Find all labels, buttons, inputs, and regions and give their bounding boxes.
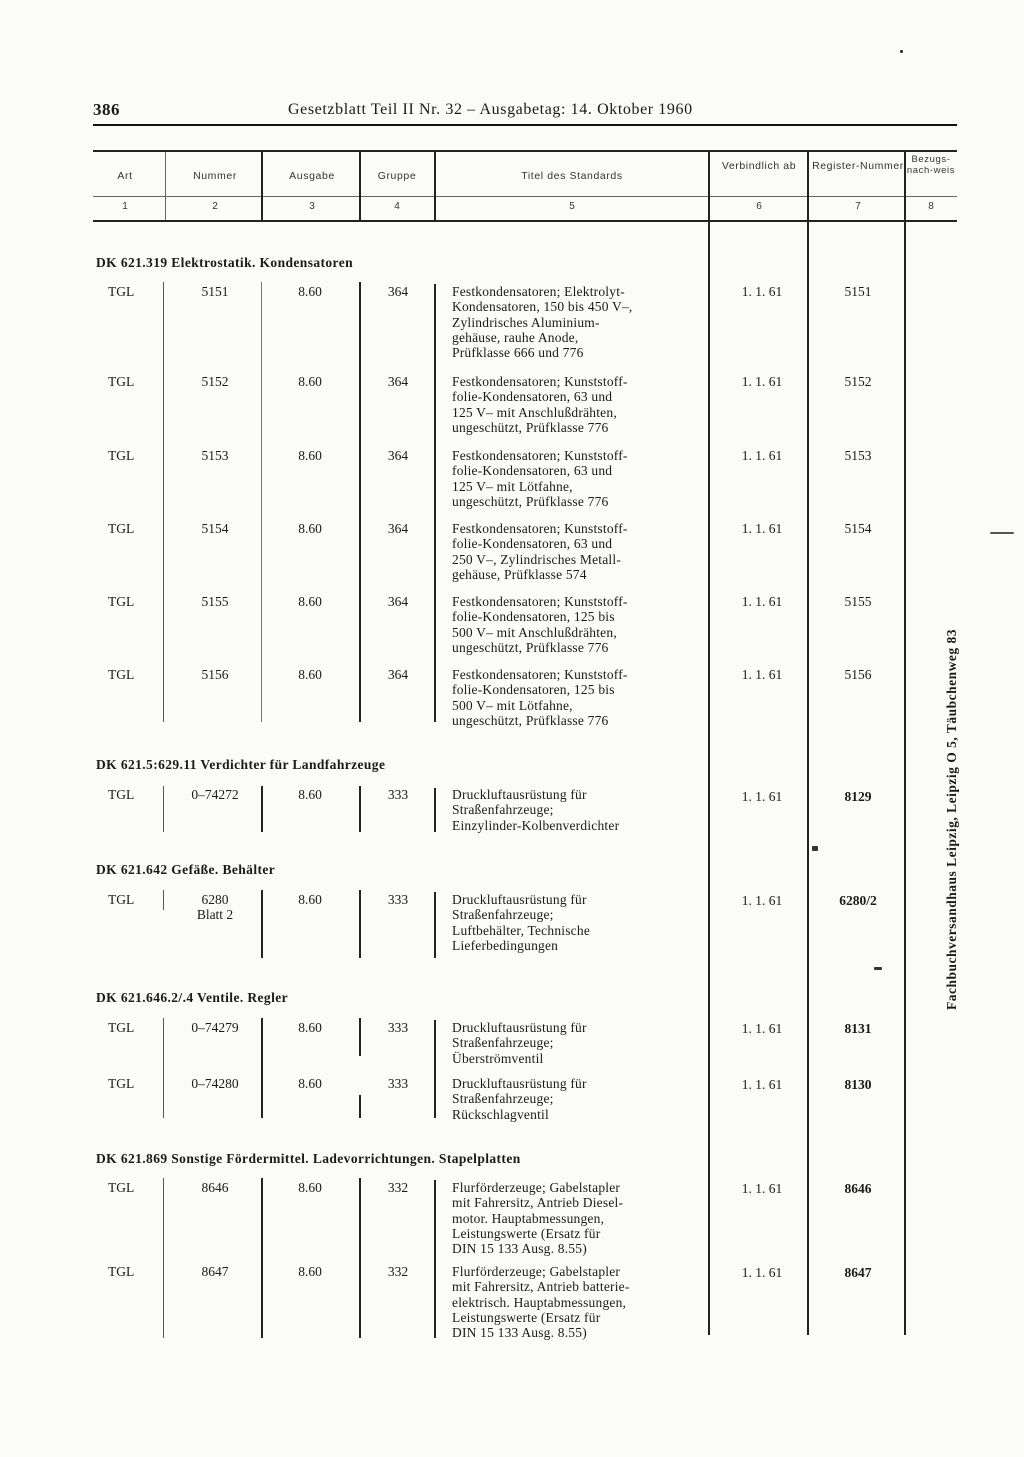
cell-titel [452, 594, 702, 655]
section-title: DK 621.642 Gefäße. Behälter [96, 862, 276, 877]
cell-nummer: 5152 [201, 374, 229, 389]
row-bar [261, 282, 262, 722]
scan-speck [900, 50, 903, 53]
titel-line: Flurförderzeuge; Gabelstapler [452, 1264, 621, 1279]
cell-ausgabe: 8.60 [298, 1264, 322, 1279]
row-bar [163, 282, 164, 722]
cell-titel [452, 667, 702, 728]
titel-line: Einzylinder-Kolbenverdichter [452, 817, 620, 833]
titel-line: Festkondensatoren; Elektrolyt- [452, 284, 625, 299]
col-number-1: 1 [122, 201, 128, 212]
titel-line: Rückschlagventil [452, 1106, 549, 1122]
titel-line: Festkondensatoren; Kunststoff- [452, 667, 628, 682]
table-header-divider [93, 196, 957, 197]
row-bar [359, 282, 361, 722]
titel-line: Leistungswerte (Ersatz für [452, 1225, 601, 1241]
row-bar [163, 1018, 164, 1118]
cell-register: 5156 [844, 667, 872, 682]
cell-register: 5152 [844, 374, 872, 389]
cell-gruppe: 364 [387, 448, 409, 463]
titel-line: mit Fahrersitz, Antrieb batterie- [452, 1279, 630, 1295]
cell-ausgabe: 8.60 [298, 374, 322, 389]
cell-art: TGL [108, 1180, 135, 1195]
cell-gruppe: 364 [387, 667, 409, 682]
cell-register: 8131 [844, 1021, 872, 1036]
row-bar [434, 284, 436, 722]
col-header-bezugsnachweis: Bezugs-nach-weis [906, 154, 956, 176]
titel-line: Druckluftausrüstung für [452, 892, 587, 907]
cell-nummer: 5156 [201, 667, 229, 682]
table-top-rule [93, 150, 957, 152]
cell-ausgabe: 8.60 [298, 1180, 322, 1195]
titel-line: ungeschützt, Prüfklasse 776 [452, 419, 609, 435]
cell-ausgabe: 8.60 [298, 787, 322, 802]
cell-art: TGL [108, 1020, 135, 1035]
cell-register: 5154 [844, 521, 872, 536]
row-bar [261, 1018, 263, 1118]
cell-nummer [168, 892, 262, 923]
cell-nummer: 5153 [201, 448, 229, 463]
titel-line: ungeschützt, Prüfklasse 776 [452, 712, 609, 728]
cell-verbindlich: 1. 1. 61 [741, 667, 783, 682]
titel-line: folie-Kondensatoren, 125 bis [452, 609, 615, 625]
cell-art: TGL [108, 892, 135, 907]
cell-ausgabe: 8.60 [298, 667, 322, 682]
cell-verbindlich: 1. 1. 61 [741, 789, 783, 804]
cell-art: TGL [108, 787, 135, 802]
row-bar [261, 890, 263, 958]
page-header [93, 100, 957, 126]
nummer-line: Blatt 2 [196, 907, 234, 923]
nummer-line: 6280 [201, 892, 229, 907]
cell-titel [452, 1264, 702, 1340]
titel-line: Straßenfahrzeuge; [452, 802, 554, 818]
titel-line: Festkondensatoren; Kunststoff- [452, 448, 628, 463]
titel-line: 250 V–, Zylindrisches Metall- [452, 551, 622, 567]
header-separator [807, 152, 809, 220]
header-separator [359, 152, 361, 220]
cell-art: TGL [108, 1076, 135, 1091]
row-bar [163, 786, 164, 832]
cell-verbindlich: 1. 1. 61 [741, 521, 783, 536]
table-header-bottom-rule [93, 220, 957, 222]
cell-titel [452, 521, 702, 582]
titel-line: DIN 15 133 Ausg. 8.55) [452, 1241, 587, 1257]
col-number-8: 8 [928, 201, 934, 212]
cell-nummer: 8646 [201, 1180, 229, 1195]
cell-register: 8646 [844, 1181, 872, 1196]
cell-ausgabe: 8.60 [298, 284, 322, 299]
header-separator [904, 152, 906, 220]
titel-line: folie-Kondensatoren, 63 und [452, 389, 613, 405]
cell-gruppe: 364 [387, 284, 409, 299]
col-header-nummer: Nummer [193, 170, 237, 182]
cell-art: TGL [108, 1264, 135, 1279]
section-title: DK 621.319 Elektrostatik. Kondensatoren [96, 255, 353, 270]
col-header-gruppe: Gruppe [377, 170, 417, 182]
body-rule-bezug [904, 222, 906, 1335]
cell-titel [452, 1020, 702, 1066]
titel-line: folie-Kondensatoren, 125 bis [452, 682, 615, 698]
cell-art: TGL [108, 374, 135, 389]
cell-art: TGL [108, 448, 135, 463]
titel-line: elektrisch. Hauptabmessungen, [452, 1294, 627, 1310]
titel-line: Flurförderzeuge; Gabelstapler [452, 1180, 621, 1195]
cell-register: 5151 [844, 284, 872, 299]
cell-gruppe: 333 [387, 1076, 409, 1091]
body-rule-verbindlich [708, 222, 710, 1335]
titel-line: folie-Kondensatoren, 63 und [452, 536, 613, 552]
col-header-titel: Titel des Standards [521, 170, 623, 182]
cell-titel [452, 787, 702, 833]
cell-titel [452, 1076, 702, 1122]
cell-verbindlich: 1. 1. 61 [741, 374, 783, 389]
col-number-6: 6 [756, 201, 762, 212]
row-bar [359, 1178, 361, 1338]
header-separator [708, 152, 710, 220]
col-header-verbindlich: Verbindlich ab [721, 160, 797, 172]
titel-line: Leistungswerte (Ersatz für [452, 1309, 601, 1325]
section-title: DK 621.646.2/.4 Ventile. Regler [96, 990, 289, 1005]
cell-ausgabe: 8.60 [298, 594, 322, 609]
titel-line: Festkondensatoren; Kunststoff- [452, 594, 628, 609]
cell-gruppe: 332 [387, 1264, 409, 1279]
cell-titel [452, 284, 702, 360]
cell-verbindlich: 1. 1. 61 [741, 1077, 783, 1092]
titel-line: gehäuse, rauhe Anode, [452, 329, 579, 345]
col-number-7: 7 [855, 201, 861, 212]
titel-line: Druckluftausrüstung für [452, 1076, 587, 1091]
header-separator [165, 152, 166, 220]
cell-gruppe: 364 [387, 374, 409, 389]
col-number-4: 4 [394, 201, 400, 212]
titel-line: 125 V– mit Anschlußdrähten, [452, 404, 617, 420]
scan-speck [812, 846, 818, 851]
cell-nummer: 5154 [201, 521, 229, 536]
titel-line: Kondensatoren, 150 bis 450 V–, [452, 299, 633, 315]
row-bar [359, 1018, 361, 1056]
scan-speck [990, 532, 1014, 534]
section-title: DK 621.869 Sonstige Fördermittel. Ladevorrichtungen. Stapelplatten [96, 1151, 521, 1166]
row-bar [434, 1020, 436, 1118]
row-bar [261, 1178, 263, 1338]
col-number-5: 5 [569, 201, 575, 212]
cell-ausgabe: 8.60 [298, 521, 322, 536]
titel-line: folie-Kondensatoren, 63 und [452, 463, 613, 479]
page-number: 386 [93, 100, 120, 119]
cell-verbindlich: 1. 1. 61 [741, 1181, 783, 1196]
titel-line: Überströmventil [452, 1050, 544, 1066]
page-title: Gesetzblatt Teil II Nr. 32 – Ausgabetag: 14. Oktober 1960 [288, 101, 693, 118]
titel-line: Straßenfahrzeuge; [452, 1035, 554, 1051]
cell-titel [452, 374, 702, 435]
bezugsnachweis-side-note: Fachbuchversandhaus Leipzig, Leipzig O 5, Täubchenweg 83 [944, 628, 959, 1010]
titel-line: ungeschützt, Prüfklasse 776 [452, 639, 609, 655]
row-bar [434, 788, 436, 832]
row-bar [163, 1178, 164, 1338]
cell-nummer: 5155 [201, 594, 229, 609]
titel-line: Druckluftausrüstung für [452, 1020, 587, 1035]
titel-line: Zylindrisches Aluminium- [452, 314, 600, 330]
row-bar [359, 786, 361, 832]
titel-line: Druckluftausrüstung für [452, 787, 587, 802]
col-header-ausgabe: Ausgabe [289, 170, 335, 182]
cell-gruppe: 364 [387, 521, 409, 536]
cell-gruppe: 364 [387, 594, 409, 609]
cell-titel [452, 448, 702, 509]
row-bar [434, 1180, 436, 1338]
header-separator [434, 152, 436, 220]
cell-art: TGL [108, 594, 135, 609]
cell-verbindlich: 1. 1. 61 [741, 1265, 783, 1280]
cell-gruppe: 332 [387, 1180, 409, 1195]
section-title: DK 621.5:629.11 Verdichter für Landfahrzeuge [96, 757, 386, 772]
titel-line: 500 V– mit Lötfahne, [452, 697, 573, 713]
cell-ausgabe: 8.60 [298, 1076, 322, 1091]
cell-nummer: 8647 [201, 1264, 229, 1279]
cell-verbindlich: 1. 1. 61 [741, 594, 783, 609]
col-header-art: Art [117, 170, 133, 182]
body-rule-register [807, 222, 809, 1335]
titel-line: Festkondensatoren; Kunststoff- [452, 374, 628, 389]
header-separator [261, 152, 263, 220]
cell-register: 5155 [844, 594, 872, 609]
col-number-3: 3 [309, 201, 315, 212]
titel-line: 125 V– mit Lötfahne, [452, 478, 573, 494]
cell-register: 5153 [844, 448, 872, 463]
cell-nummer: 0–74272 [191, 787, 239, 802]
cell-register: 8130 [844, 1077, 872, 1092]
row-bar [359, 1095, 361, 1118]
cell-art: TGL [108, 667, 135, 682]
cell-gruppe: 333 [387, 787, 409, 802]
cell-art: TGL [108, 284, 135, 299]
titel-line: Luftbehälter, Technische [452, 922, 591, 938]
cell-ausgabe: 8.60 [298, 448, 322, 463]
cell-verbindlich: 1. 1. 61 [741, 893, 783, 908]
titel-line: ungeschützt, Prüfklasse 776 [452, 493, 609, 509]
cell-gruppe: 333 [387, 892, 409, 907]
titel-line: mit Fahrersitz, Antrieb Diesel- [452, 1195, 624, 1211]
titel-line: gehäuse, Prüfklasse 574 [452, 566, 587, 582]
titel-line: motor. Hauptabmessungen, [452, 1210, 605, 1226]
titel-line: Straßenfahrzeuge; [452, 1091, 554, 1107]
row-bar [359, 890, 361, 958]
cell-nummer: 0–74280 [191, 1076, 239, 1091]
titel-line: 500 V– mit Anschlußdrähten, [452, 624, 617, 640]
titel-line: Prüfklasse 666 und 776 [452, 345, 584, 361]
cell-verbindlich: 1. 1. 61 [741, 284, 783, 299]
cell-register: 8129 [844, 789, 872, 804]
titel-line: DIN 15 133 Ausg. 8.55) [452, 1325, 587, 1341]
cell-register: 6280/2 [839, 893, 877, 908]
cell-register: 8647 [844, 1265, 872, 1280]
cell-gruppe: 333 [387, 1020, 409, 1035]
cell-verbindlich: 1. 1. 61 [741, 1021, 783, 1036]
titel-line: Festkondensatoren; Kunststoff- [452, 521, 628, 536]
cell-titel [452, 1180, 702, 1256]
row-bar [163, 890, 164, 910]
col-header-register: Register-Nummer [812, 160, 904, 172]
row-bar [261, 786, 263, 832]
cell-ausgabe: 8.60 [298, 1020, 322, 1035]
cell-nummer: 0–74279 [191, 1020, 239, 1035]
cell-ausgabe: 8.60 [298, 892, 322, 907]
cell-verbindlich: 1. 1. 61 [741, 448, 783, 463]
row-bar [434, 892, 436, 958]
cell-nummer: 5151 [201, 284, 229, 299]
titel-line: Lieferbedingungen [452, 937, 559, 953]
cell-titel [452, 892, 702, 953]
cell-art: TGL [108, 521, 135, 536]
scan-speck [874, 967, 882, 970]
col-number-2: 2 [212, 201, 218, 212]
titel-line: Straßenfahrzeuge; [452, 907, 554, 923]
